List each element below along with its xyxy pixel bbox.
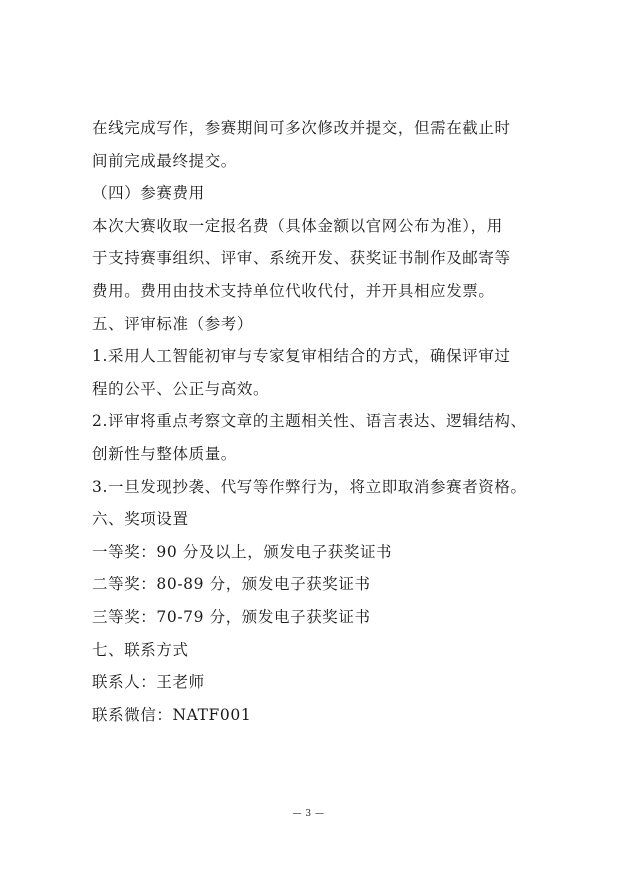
paragraph-line: 间前完成最终提交。 (92, 151, 237, 170)
paragraph-line: 费用。费用由技术支持单位代收代付，并开具相应发票。 (92, 281, 495, 300)
list-item-continuation: 创新性与整体质量。 (92, 444, 237, 463)
list-item: 3.一旦发现抄袭、代写等作弊行为，将立即取消参赛者资格。 (92, 477, 527, 496)
section-heading: 七、联系方式 (92, 640, 189, 659)
body-text (92, 112, 532, 731)
contact-wechat: 联系微信：NATF001 (92, 705, 252, 724)
page-number: — 3 — (292, 809, 325, 819)
section-heading: 五、评审标准（参考） (92, 314, 254, 333)
section-heading: （四）参赛费用 (92, 184, 205, 203)
list-item: 2.评审将重点考察文章的主题相关性、语言表达、逻辑结构、 (92, 412, 527, 431)
award-item: 一等奖：90 分及以上，颁发电子获奖证书 (92, 542, 393, 561)
contact-person: 联系人：王老师 (92, 673, 205, 692)
award-item: 二等奖：80-89 分，颁发电子获奖证书 (92, 575, 371, 594)
award-item: 三等奖：70-79 分，颁发电子获奖证书 (92, 607, 371, 626)
list-item: 1.采用人工智能初审与专家复审相结合的方式，确保评审过 (92, 347, 511, 366)
list-item-continuation: 程的公平、公正与高效。 (92, 379, 270, 398)
paragraph-line: 于支持赛事组织、评审、系统开发、获奖证书制作及邮寄等 (92, 249, 511, 268)
paragraph-line: 在线完成写作，参赛期间可多次修改并提交，但需在截止时 (92, 119, 511, 137)
section-heading: 六、奖项设置 (92, 510, 189, 529)
paragraph-line: 本次大赛收取一定报名费（具体金额以官网公布为准），用 (92, 216, 503, 235)
